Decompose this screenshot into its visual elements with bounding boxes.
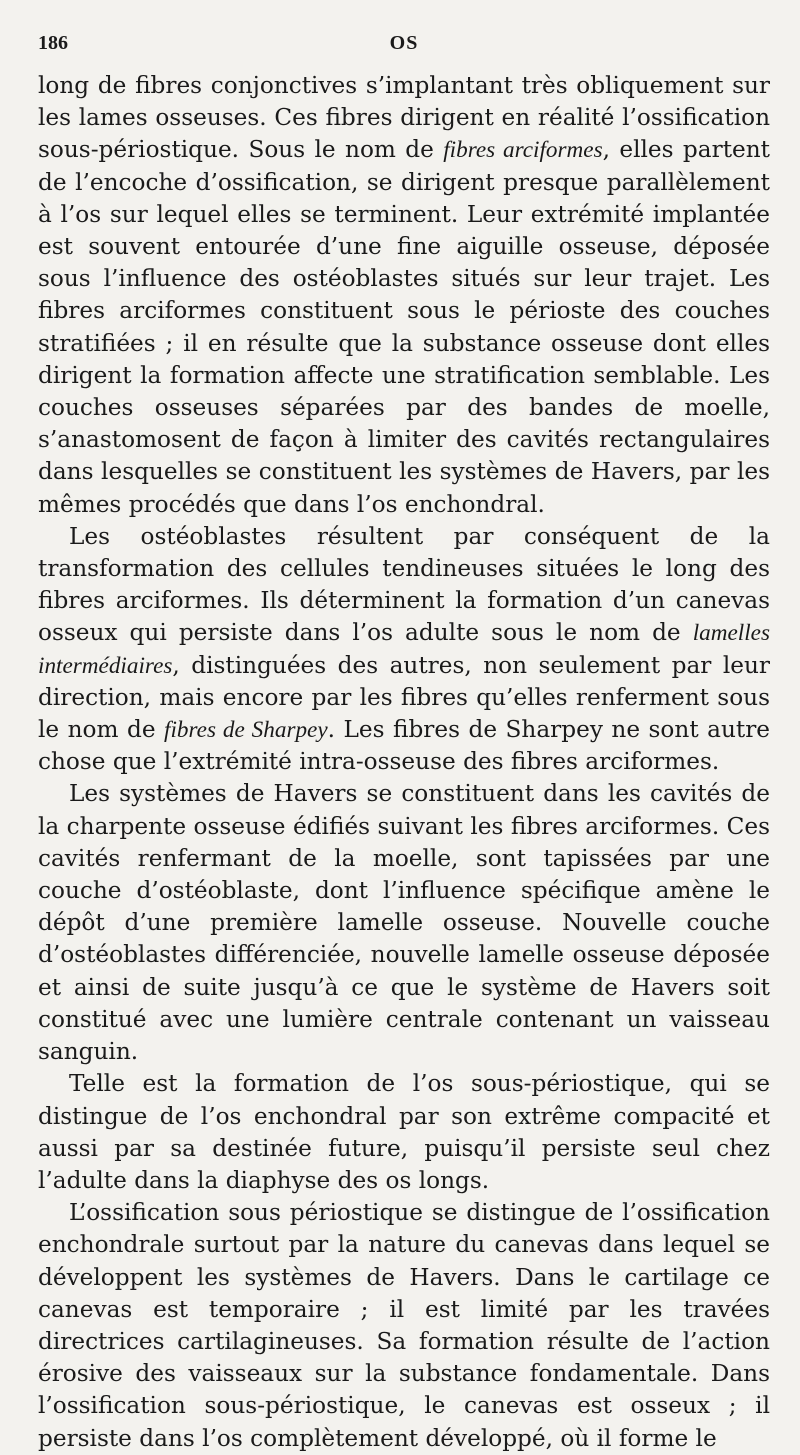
page-number: 186 [38, 32, 68, 54]
paragraph-5 [38, 1197, 770, 1455]
text-segment: Les ostéoblastes résultent par conséquent de la transformation des cellules tendineuses situées le long des fibres arciformes. Ils déterminent la formation d’un canevas osseux qui persiste dans l’os adulte sous le nom de [38, 522, 770, 647]
italic-term: fibres de Sharpey [164, 717, 328, 744]
text-segment: . Les fibres de Sharpey ne sont autre chose que l’extrémité intra-osseuse des fibres arciformes. [38, 716, 771, 776]
italic-term: lamelles intermédiaires [38, 620, 770, 679]
paragraph-2 [38, 521, 770, 779]
text-segment: , elles partent de l’encoche d’ossification, se dirigent presque parallèlement à l’os sur lequel elles se terminent. Leur extrémité implantée est souvent entourée d’une fine aiguille osseuse, déposée sous l’influence des ostéoblastes situés sur leur trajet. Les fibres arciformes constituent sous le périoste des couches stratifiées ; il en résulte que la substance osseuse dont elles dirigent la formation affecte une stratification semblable. Les couches osseuses séparées par des bandes de moelle, s’anastomosent de façon à limiter des cavités rectangulaires dans lesquelles se constituent les systèmes de Havers, par les mêmes procédés que dans l’os enchondral. [38, 136, 770, 518]
paragraph-4 [38, 1068, 770, 1197]
text-segment: Telle est la formation de l’os sous-périostique, qui se distingue de l’os enchondral par son extrême compacité et aussi par sa destinée future, puisqu’il persiste seul chez l’adulte dans la diaphyse des os longs. [38, 1070, 770, 1194]
running-head: OS [389, 32, 419, 54]
text-segment: , distinguées des autres, non seulement par leur direction, mais encore par les fibres qu’elles renferment sous le nom de [38, 651, 770, 744]
text-segment: L’ossification sous périostique se distingue de l’ossification enchondrale surtout par la nature du canevas dans lequel se développent les systèmes de Havers. Dans le cartilage ce canevas est temporaire ; il est limité par les travées directrices cartilagineuses. Sa formation résulte de l’action érosive des vaisseaux sur la substance fondamentale. Dans l’ossification sous-périostique, le canevas est osseux ; il persiste dans l’os complètement développé, où il forme le [38, 1199, 770, 1452]
body-text [38, 70, 770, 1455]
page-header [38, 26, 770, 70]
paragraph-1 [38, 70, 770, 521]
text-segment: Les systèmes de Havers se constituent dans les cavités de la charpente osseuse édifiés suivant les fibres arciformes. Ces cavités renfermant de la moelle, sont tapissées par une couche d’ostéoblaste, dont l’influence spécifique amène le dépôt d’une première lamelle osseuse. Nouvelle couche d’ostéoblastes différenciée, nouvelle lamelle osseuse déposée et ainsi de suite jusqu’à ce que le système de Havers soit constitué avec une lumière centrale contenant un vaisseau sanguin. [38, 780, 770, 1066]
italic-term: fibres arciformes [443, 137, 603, 164]
text-segment: long de fibres conjonctives s’implantant très obliquement sur les lames osseuses. Ces fibres dirigent en réalité l’ossification sous-périostique. Sous le nom de [38, 72, 770, 164]
paragraph-3 [38, 778, 770, 1068]
